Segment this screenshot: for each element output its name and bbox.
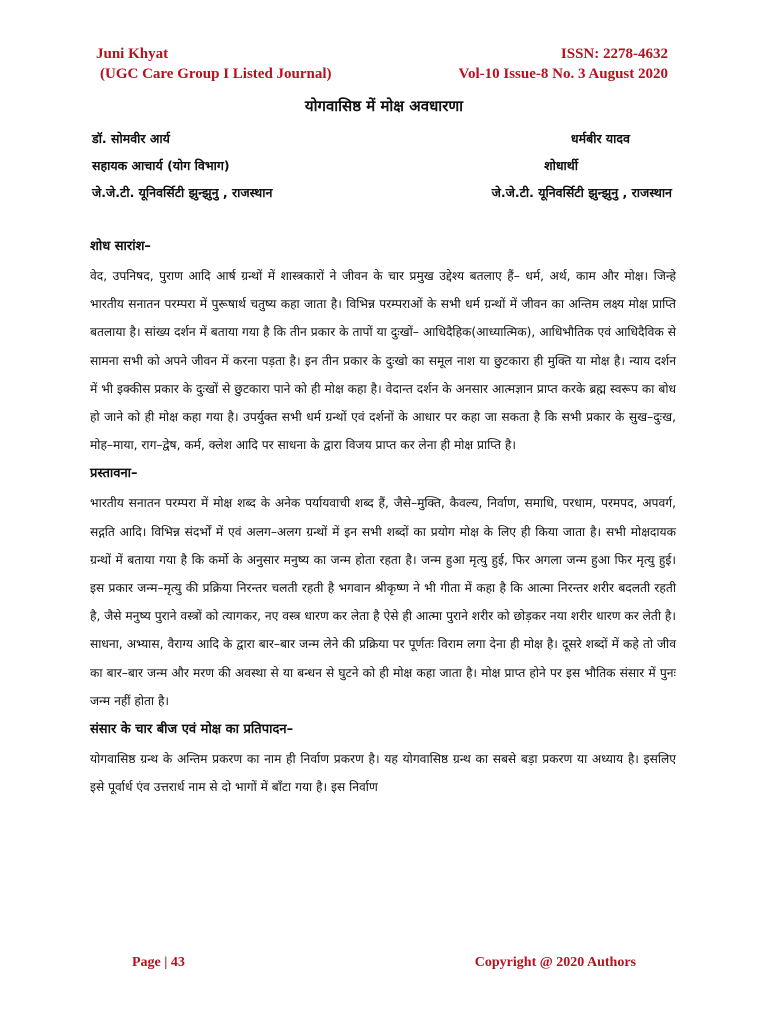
section-heading: प्रस्तावना– bbox=[90, 466, 138, 482]
section-paragraph: योगवासिष्ठ ग्रन्थ के अन्तिम प्रकरण का नाम ही निर्वाण प्रकरण है। यह योगवासिष्ठ ग्रन्थ का सबसे बड़ा प्रकरण या अध्याय है। इसलिए इसे पूर्वार्ध एंव उत्तरार्ध नाम से दो भागों में बाँटा गया है। इस निर्वाण bbox=[90, 752, 676, 795]
issue-info bbox=[459, 44, 668, 84]
abstract-section bbox=[90, 232, 676, 459]
author1-affiliation: जे.जे.टी. यूनिवर्सिटी झुन्झुनु , राजस्थान bbox=[92, 185, 273, 200]
journal-name: Juni Khyat bbox=[96, 46, 169, 62]
author2-role: शोधार्थी bbox=[544, 158, 578, 173]
author-block bbox=[92, 130, 672, 211]
author-affiliation-row bbox=[92, 184, 672, 211]
introduction-section bbox=[90, 459, 676, 715]
author1-name: डॉ. सोमवीर आर्य bbox=[92, 131, 170, 146]
journal-subtitle: (UGC Care Group I Listed Journal) bbox=[100, 66, 332, 82]
article-body bbox=[90, 232, 676, 801]
author2-name: धर्मबीर यादव bbox=[570, 131, 630, 146]
four-seeds-section bbox=[90, 715, 676, 801]
author-role-row bbox=[92, 157, 672, 184]
section-paragraph: भारतीय सनातन परम्परा में मोक्ष शब्द के अनेक पर्यायवाची शब्द हैं, जैसे–मुक्ति, कैवल्य, निर्वाण, समाधि, परधाम, परमपद, अपवर्ग, सद्गति आदि। विभिन्न संदर्भों में एवं अलग–अलग ग्रन्थों में इन सभी शब्दों का प्रयोग मोक्ष के लिए ही किया जाता है। सभी मोक्षदायक ग्रन्थों में बताया गया है कि कर्मो के अनुसार मनुष्य का जन्म होता रहता है। जन्म हुआ मृत्यु हुई, फिर अगला जन्म हुआ फिर मृत्यु हुई। इस प्रकार जन्म–मृत्यु की प्रक्रिया निरन्तर चलती रहती है भगवान श्रीकृष्ण ने भी गीता में कहा है कि आत्मा निरन्तर शरीर बदलती रहती है, जैसे मनुष्य पुराने वस्त्रों को त्यागकर, नए वस्त्र धारण कर लेता है ऐसे ही आत्मा पुराने शरीर को छोड़कर नया शरीर धारण कर लेती है। साधना, अभ्यास, वैराग्य आदि के द्वारा बार–बार जन्म लेने की प्रक्रिया पर पूर्णतः विराम लगा देना ही मोक्ष है। दूसरे शब्दों में कहे तो जीव का बार–बार जन्म और मरण की अवस्था से या बन्धन से घुटने को ही मोक्ष कहा जाता है। मोक्ष प्राप्त होने पर इस भौतिक संसार में पुनः जन्म नहीं होता है। bbox=[90, 496, 676, 708]
author1-role: सहायक आचार्य (योग विभाग) bbox=[92, 158, 230, 173]
copyright-notice: Copyright @ 2020 Authors bbox=[474, 955, 636, 970]
section-paragraph: वेद, उपनिषद, पुराण आदि आर्ष ग्रन्थों में शास्त्रकारों ने जीवन के चार प्रमुख उद्देश्य बतलाए हैं– धर्म, अर्थ, काम और मोक्ष। जिन्हे भारतीय सनातन परम्परा में पुरूषार्थ चतुष्य कहा जाता है। विभिन्न परम्पराओं के सभी धर्म ग्रन्थों में जीवन का अन्तिम लक्ष्य मोक्ष प्राप्ति बतलाया है। सांख्य दर्शन में बताया गया है कि तीन प्रकार के तापों या दुःखों– आधिदैहिक(आध्यात्मिक), आधिभौतिक एवं आधिदैविक से सामना सभी को अपने जीवन में करना पड़ता है। इन तीन प्रकार के दुःखो का समूल नाश या छुटकारा ही मुक्ति या मोक्ष है। न्याय दर्शन में भी इक्कीस प्रकार के दुःखों से छुटकारा पाने को ही मोक्ष कहा है। वेदान्त दर्शन के अनसार आत्मज्ञान प्राप्त करके ब्रह्म स्वरूप का बोध हो जाने को ही मोक्ष कहा गया है। उपर्युक्त सभी धर्म ग्रन्थों एवं दर्शनों के आधार पर कहा जा सकता है कि सभी प्रकार के सुख–दुःख, मोह–माया, राग–द्वेष, कर्म, क्लेश आदि पर साधना के द्वारा विजय प्राप्त कर लेना ही मोक्ष प्राप्ति है। bbox=[90, 269, 676, 453]
issue: Vol-10 Issue-8 No. 3 August 2020 bbox=[458, 66, 668, 82]
journal-info bbox=[96, 44, 332, 84]
section-heading: शोध सारांश– bbox=[90, 239, 151, 254]
author-name-row bbox=[92, 130, 672, 157]
issn: ISSN: 2278-4632 bbox=[560, 46, 668, 62]
section-heading: संसार के चार बीज एवं मोक्ष का प्रतिपादन– bbox=[90, 722, 294, 738]
author2-affiliation: जे.जे.टी. यूनिवर्सिटी झुन्झुनु , राजस्थान bbox=[491, 185, 672, 200]
paper-title: योगवासिष्ठ में मोक्ष अवधारणा bbox=[304, 97, 464, 115]
page-number: Page | 43 bbox=[132, 955, 185, 970]
